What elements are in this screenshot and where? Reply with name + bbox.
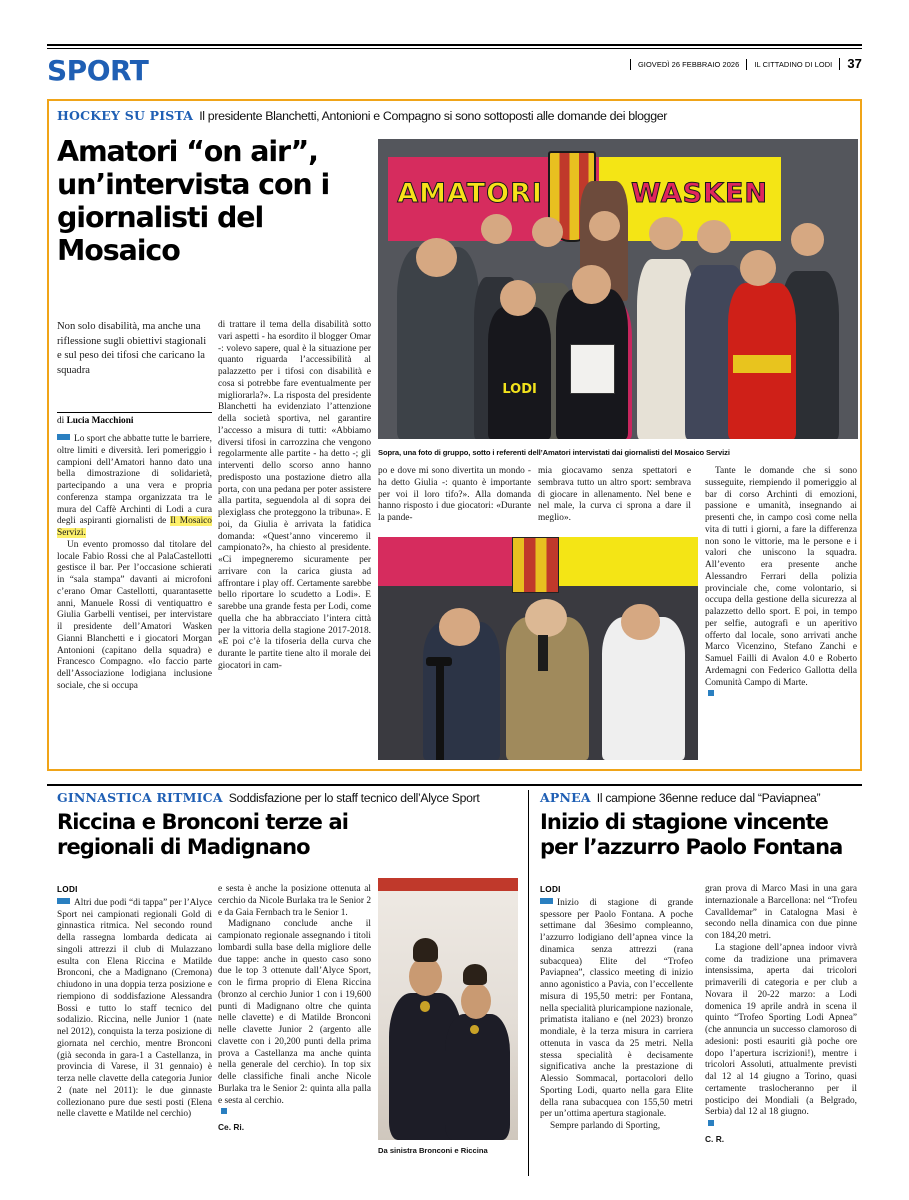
highlighted-text: Il Mosaico Servizi. (57, 516, 212, 538)
lead-byline (57, 412, 212, 426)
apnea-kicker-row (540, 790, 820, 805)
gymnastics-signoff: Ce. Ri. (218, 1122, 245, 1132)
group-photo-scene (378, 139, 858, 439)
lead-photo-caption: Sopra, una foto di gruppo, sotto i referenti dell’Amatori intervistati dai giornalisti del Mosaico Servizi (378, 448, 730, 457)
lead-body-column-5 (705, 466, 857, 701)
publication-name: IL CITTADINO DI LODI (746, 59, 839, 70)
hoodie-text: LODI (502, 382, 537, 397)
section-divider-horizontal (47, 784, 862, 786)
gymnastics-photo-caption: Da sinistra Bronconi e Riccina (378, 1146, 488, 1155)
gymnastics-headline: Riccina e Bronconi terze ai regionali di Madignano (57, 810, 349, 859)
gymnasts-photo-scene (378, 878, 518, 1140)
apnea-signoff: C. R. (705, 1133, 725, 1144)
issue-date: GIOVEDÌ 26 FEBBRAIO 2026 (630, 59, 746, 70)
gymnastics-kicker-row (57, 790, 479, 805)
paragraph-bullet-icon (57, 898, 70, 904)
lead-col1-p1: Lo sport che abbatte tutte le barriere, oltre limiti e diversità. Ieri pomeriggio i campioni dell’Amatori hanno dato una bella dimostrazione di solidarietà, partecipando a una vera e propria conferenza stampa organizzata tra le mura del Caffè Archinti di Lodi a cura degli aspiranti giornalisti de (57, 434, 212, 527)
gymnastics-col1-text: Altri due podi “di tappa” per l’Alyce Sport nei campionati regionali Gold di ginnastica ritmica. Nel secondo round della rassegna lombarda dedicata ai singoli attrezzi il club di Mulazzano esulta con Elena Riccina e Matilde Bronconi, che a Madignano (Cremona) chiudono in una doppia terza posizione e riempiono di soddisfazione Alessandra Bossi e tutto lo staff tecnico del sodalizio. Riccina, nelle Junior 1 (nate nel 2012), conquista la terza posizione di giornata nel cerchio, mentre Bronconi (già seconda in gara-1 a Castellanza, in provincia di Varese, il 31 gennaio) è terza nelle clavette della categoria Junior 2 (nate nel 2011): le due ginnaste collezionano pure due sesti posti (Elena nelle clavette e Matilde nel cerchio) (57, 897, 212, 1120)
lead-kicker-row (57, 108, 857, 123)
lead-headline: Amatori “on air”, un’intervista con i giornalisti del Mosaico (57, 135, 330, 267)
gymnastics-body-column-2 (218, 884, 371, 1134)
lead-body-column-2 (218, 320, 371, 673)
lead-kicker: HOCKEY SU PISTA (57, 108, 194, 123)
apnea-body-column-1 (540, 884, 693, 1133)
masthead-rule (47, 44, 862, 49)
byline-author: Lucia Macchioni (66, 416, 134, 426)
apnea-dateline: LODI (540, 885, 561, 894)
gymnastics-body-column-1 (57, 884, 212, 1121)
apnea-col1-p1: Inizio di stagione di grande spessore per Paolo Fontana. A poche settimane dal 36esimo compleanno, l’azzurro lodigiano dell’apnea vince la dinamica senza attrezzi (rana subacquea) Elite del “Trofeo Paviapnea”, classico meeting di inizio anno agonistico a Pavia, con l’eccellente misura di 195,50 metri: per Fontana, nella specialità pluricampione nazionale, primatista italiano e (nel 2023) bronzo mondiale, è la terza misura in carriera ottenuta in vasca da 25 metri. Nella stessa specialità è decisamente significativa anche la prestazione di Alessio Sommacal, portacolori dello Sporting Lodi, quarto nella gara Elite della rana subacquea con 155,50 metri per un’ottima apertura stagionale. (540, 897, 693, 1120)
lead-col1-p2: Un evento promosso dal titolare del locale Fabio Rossi che al PalaCastellotti gestisce il bar. Per l’occasione schierati in “sala stampa” davanti ai microfoni c’erano Omar Castellotti, quarantasette anni, Manuele Rossi di ventiquattro e Giulia Garbelli ventisei, per intervistare il presidente dell’Amatori Wasken Gianni Blanchetti e i giocatori Morgan Antonioni (capitano della squadra) e Francesco Compagno. «Io faccio parte dell’Associazione lodigiana inclusione sociale, che si occupa (57, 539, 212, 691)
gymnastics-kicker-subtitle: Soddisfazione per lo staff tecnico dell’Alyce Sport (228, 791, 480, 805)
gymnastics-dateline: LODI (57, 885, 78, 894)
paragraph-bullet-icon (57, 434, 70, 440)
banner-text-right: WASKEN (631, 178, 769, 209)
gymnastics-kicker: GINNASTICA RITMICA (57, 790, 223, 805)
apnea-col1-p2: Sempre parlando di Sporting, (550, 1121, 661, 1131)
gymnastics-col2-p2: Madignano conclude anche il campionato regionale assegnando i titoli lombardi sulla base della migliore delle due tappe: anche in questo caso sono due le top 3 ottenute dall’Alyce Sport, con le firma proprio di Elena Riccina (bronzo al cerchio Junior 1 con i 19,600 punti di Madignano oltre che quinta nelle clavette) e di Matilde Bronconi nelle clavette Junior 2 (argento alle clavette con i 20,200 punti della prima prova a Castellanza ma anche quinta nella generale del cerchio). In top six delle classifiche finali anche Nicole Burlaka tra le Senior 2: quinta alla palla e sesta al cerchio. (218, 919, 371, 1106)
interview-photo-scene (378, 537, 698, 760)
apnea-kicker-subtitle: Il campione 36enne reduce dal “Paviapnea” (596, 791, 821, 805)
lead-body-column-4 (538, 466, 691, 525)
lead-col3-text: po e dove mi sono divertita un mondo - ha detto Giulia -: quanto è importante per voi il loro tifo?». Alla domanda hanno risposto i due giocatori: «Durante la pande- (378, 466, 531, 523)
masthead (47, 44, 862, 85)
lead-col5-text: Tante le domande che si sono susseguite, riempiendo il pomeriggio al bar di corso Archinti di emozioni, passione e umanità, insegnando ai presenti che, in campo così come nella vita di tutti i giorni, a fare la differenza non sono le vittorie, ma le persone e i valori che uniscono la squadra. All’evento era presente anche Alessandro Ferrari della polizia provinciale che, come volontario, si occupa della gestione della sicurezza al palazzetto dello sport. E poi, in tempo per selfie, autografi e un aperitivo offerto dal locale, sono arrivati anche Marco Vicenzino, Stefano Zanchi e Samuel Failli di Avalon 4.0 e Roberto Ardemagni con Federico Gallotta della Comunità Campo di Marte. (705, 466, 857, 688)
lead-body-column-3 (378, 466, 531, 525)
lead-standfirst: Non solo disabilità, ma anche una riflessione sugli obiettivi stagionali e sul peso dei tifosi che caricano la squadra (57, 321, 207, 376)
end-of-article-icon (708, 1120, 714, 1126)
apnea-headline: Inizio di stagione vincente per l’azzurro Paolo Fontana (540, 810, 843, 859)
section-divider-vertical (528, 790, 529, 1176)
banner-text-left: AMATORI (397, 178, 543, 209)
masthead-meta (630, 58, 862, 70)
page-number: 37 (839, 58, 862, 70)
apnea-body-column-2 (705, 884, 857, 1146)
interview-photo (378, 537, 698, 760)
apnea-kicker: APNEA (540, 790, 591, 805)
byline-prefix: di (57, 416, 67, 426)
gymnasts-photo (378, 878, 518, 1140)
lead-col4-text: mia giocavamo senza spettatori e sembrava tutto un altro sport: sembrava di giocare in allenamento. Nel bene e nel male, la curva ci sprona a dare il meglio». (538, 466, 691, 523)
group-photo (378, 139, 858, 439)
apnea-col2-p1: gran prova di Marco Masi in una gara internazionale a Barcellona: nel “Trofeu Cavalldemar” in Catalogna Masi è secondo nella dinamica con due pinne con 184,20 metri. (705, 884, 857, 941)
end-of-article-icon (708, 690, 714, 696)
end-of-article-icon (221, 1108, 227, 1114)
apnea-col2-p2: La stagione dell’apnea indoor vivrà come da tradizione una primavera intensissima, aperta dai tricolori primaverili di categoria e per club a Novara il 20-22 marzo: a Lodi domenica 19 aprile andrà in scena il quinto “Trofeo Sporting Lodi Apnea” (che annuncia un successo clamoroso di adesioni: posti esauriti già poche ore dopo l’apertura iscrizioni!), mentre i tricolori Assoluti, attualmente previsti dal 12 al 14 giugno a Torino, quasi certamente traslocheranno per il posticipo dei Mondiali (a Belgrado, Serbia) dal 12 al 18 giugno. (705, 942, 857, 1118)
lead-kicker-subtitle: Il presidente Blanchetti, Antonioni e Compagno si sono sottoposti alle domande dei blogger (199, 109, 668, 123)
section-title: SPORT (47, 54, 149, 87)
lead-body-column-1 (57, 434, 212, 693)
paragraph-bullet-icon (540, 898, 553, 904)
lead-col2-text: di trattare il tema della disabilità sotto vari aspetti - ha esordito il blogger Omar -: volevo sapere, qual è la situazione per quanto riguarda l’accessibilità al palazzetto per i tifosi con disabilità e cosa si potrebbe fare eventualmente per migliorarla?». La risposta del presidente Blanchetti ha evidenziato l’attenzione della società sportiva, nel garantire l’accesso a misura di tutti: «Abbiamo diversi tifosi in carrozzina che vengono regolarmente alle partite - ha detto -; gli interventi dello scorso anno hanno predisposto una postazione dietro alla porta, con una pedana per poter assistere alla partita, seguendola al di sopra dei plexiglass che proteggono la tribuna». E poi, da Giulia è arrivata la fatidica domanda: «Quest’anno vinceremo il campionato?», ha chiesto al presidente. «Ci impegneremo sicuramente per arrivare con la carica giusta ad affrontare i play off. Certamente sarebbe bello riportare lo scudetto a Lodi». E sarebbe una grande festa per Lodi, come quella che ha abbracciato l’intera città per la vittoria della stagione 2017-2018. «E poi c’è la tifoseria della curva che durante le partite tiene alto il morale dei giocatori in cam- (218, 320, 371, 671)
gymnastics-col2-p1: e sesta è anche la posizione ottenuta al cerchio da Nicole Burlaka tra le Senior 2 e da Gaia Fernbach tra le Senior 1. (218, 884, 371, 918)
